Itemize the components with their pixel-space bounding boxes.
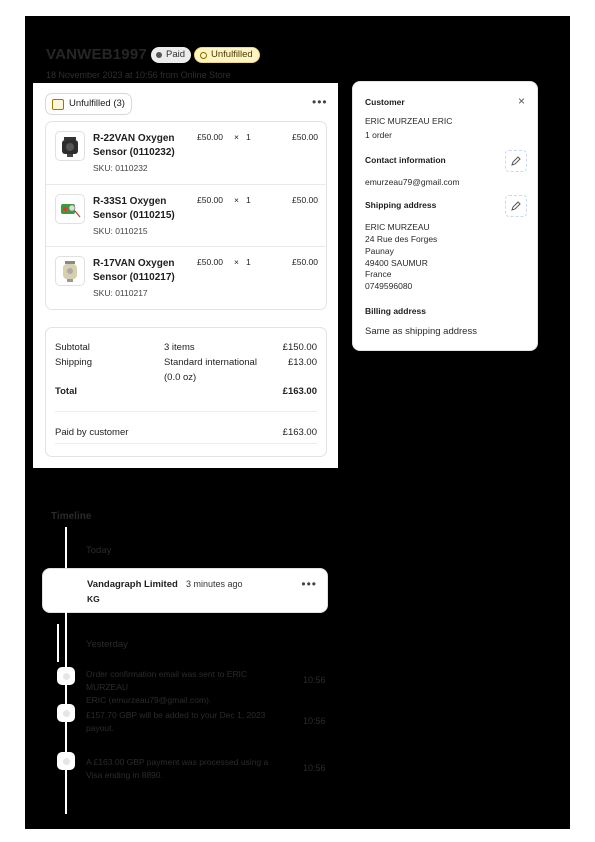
customer-heading: Customer: [365, 97, 405, 107]
line-total: £50.00: [292, 132, 318, 142]
total-value: £163.00: [282, 386, 317, 397]
event-time: 10:56: [303, 716, 326, 726]
unit-price: £50.00: [197, 132, 223, 142]
unfulfilled-status-pill: [45, 93, 132, 115]
times-sign: ×: [234, 132, 239, 142]
divider: [55, 443, 317, 444]
timeline-day-yesterday: Yesterday: [86, 639, 128, 650]
product-thumbnail: [55, 131, 85, 161]
order-date: 18 November 2023 at 10:56 from Online Store: [46, 70, 231, 80]
product-thumbnail: [55, 256, 85, 286]
product-sku: SKU: 0110232: [93, 163, 148, 173]
customer-email[interactable]: emurzeau79@gmail.com: [365, 177, 460, 187]
subtotal-items: 3 items: [164, 342, 195, 353]
timeline-event-dot: [57, 752, 75, 770]
status-dot-icon: [156, 52, 162, 58]
shipping-label: Shipping: [55, 357, 92, 368]
event-time: 10:56: [303, 763, 326, 773]
address-line: 24 Rue des Forges: [365, 234, 438, 244]
timeline-event-dot: [57, 704, 75, 722]
product-name[interactable]: R-22VAN Oxygen Sensor (0110232): [93, 133, 175, 158]
event-text: A £163.00 GBP payment was processed using a: [86, 757, 269, 767]
quantity: 1: [246, 195, 251, 205]
edit-shipping-button[interactable]: [505, 195, 527, 217]
line-item[interactable]: [46, 246, 326, 309]
line-item[interactable]: [46, 122, 326, 184]
customer-order-count[interactable]: 1 order: [365, 130, 392, 140]
times-sign: ×: [234, 195, 239, 205]
timeline-event-dot: [57, 667, 75, 685]
payment-summary-card: [45, 327, 327, 457]
product-thumbnail: [55, 194, 85, 224]
divider: [55, 411, 317, 412]
event-text: £157.70 GBP will be added to your Dec 1, 2023: [86, 710, 266, 720]
comment-time: 3 minutes ago: [186, 579, 243, 589]
address-line: ERIC MURZEAU: [365, 222, 430, 232]
line-total: £50.00: [292, 195, 318, 205]
timeline-day-today: Today: [86, 545, 112, 556]
shipping-address-heading: Shipping address: [365, 200, 437, 210]
timeline-comment: [42, 568, 328, 613]
contact-heading: Contact information: [365, 155, 446, 165]
product-name[interactable]: R-17VAN Oxygen Sensor (0110217): [93, 258, 175, 283]
event-text: ERIC (emurzeau79@gmail.com).: [86, 695, 212, 705]
event-text: Visa ending in 8890.: [86, 770, 163, 780]
package-icon: [52, 99, 64, 110]
order-number: VANWEB1997: [46, 46, 147, 63]
billing-address-heading: Billing address: [365, 306, 426, 316]
pencil-icon: [511, 201, 521, 211]
unit-price: £50.00: [197, 195, 223, 205]
timeline-event[interactable]: [86, 709, 291, 735]
edit-contact-button[interactable]: [505, 150, 527, 172]
timeline-rail: [65, 527, 67, 568]
address-line: Paunay: [365, 246, 394, 256]
timeline-heading: Timeline: [51, 511, 92, 522]
total-label: Total: [55, 386, 77, 397]
times-sign: ×: [234, 257, 239, 267]
address-line: France: [365, 269, 392, 279]
paid-badge-label: Paid: [166, 49, 186, 60]
event-time: 10:56: [303, 675, 326, 685]
comment-author: Vandagraph Limited: [87, 579, 178, 590]
line-items-card: [45, 121, 327, 310]
shipping-value: £13.00: [287, 357, 317, 368]
customer-name[interactable]: ERIC MURZEAU ERIC: [365, 116, 453, 126]
timeline-event[interactable]: [86, 756, 291, 782]
shipping-method: Standard international: [164, 357, 257, 368]
close-icon[interactable]: ×: [517, 94, 525, 108]
product-sku: SKU: 0110217: [93, 288, 148, 298]
timeline-marker: [57, 624, 59, 662]
paid-by-customer-label: Paid by customer: [55, 427, 129, 438]
customer-panel: [352, 81, 538, 351]
unfulfilled-badge: [194, 47, 260, 63]
line-item[interactable]: [46, 184, 326, 247]
address-line: 49400 SAUMUR: [365, 258, 428, 268]
paid-by-customer-value: £163.00: [282, 427, 317, 438]
unfulfilled-status-label: Unfulfilled (3): [69, 98, 125, 109]
timeline-event[interactable]: [86, 668, 291, 707]
line-total: £50.00: [292, 257, 318, 267]
comment-initials: KG: [87, 594, 100, 604]
product-sku: SKU: 0110215: [93, 226, 148, 236]
event-text: Order confirmation email was sent to ERIC MURZEAU: [86, 669, 248, 692]
shipping-weight: (0.0 oz): [164, 372, 197, 383]
subtotal-value: £150.00: [282, 342, 317, 353]
unfulfilled-badge-label: Unfulfilled: [211, 49, 253, 60]
fulfillment-more-button[interactable]: •••: [312, 95, 328, 109]
pencil-icon: [511, 156, 521, 166]
quantity: 1: [246, 132, 251, 142]
status-ring-icon: [200, 52, 207, 59]
billing-address-value: Same as shipping address: [365, 326, 477, 337]
quantity: 1: [246, 257, 251, 267]
subtotal-label: Subtotal: [55, 342, 90, 353]
comment-more-button[interactable]: •••: [301, 577, 317, 591]
address-phone: 0749596080: [365, 281, 413, 291]
event-text: payout.: [86, 723, 114, 733]
paid-badge: [151, 47, 191, 63]
product-name[interactable]: R-33S1 Oxygen Sensor (0110215): [93, 196, 175, 221]
unit-price: £50.00: [197, 257, 223, 267]
